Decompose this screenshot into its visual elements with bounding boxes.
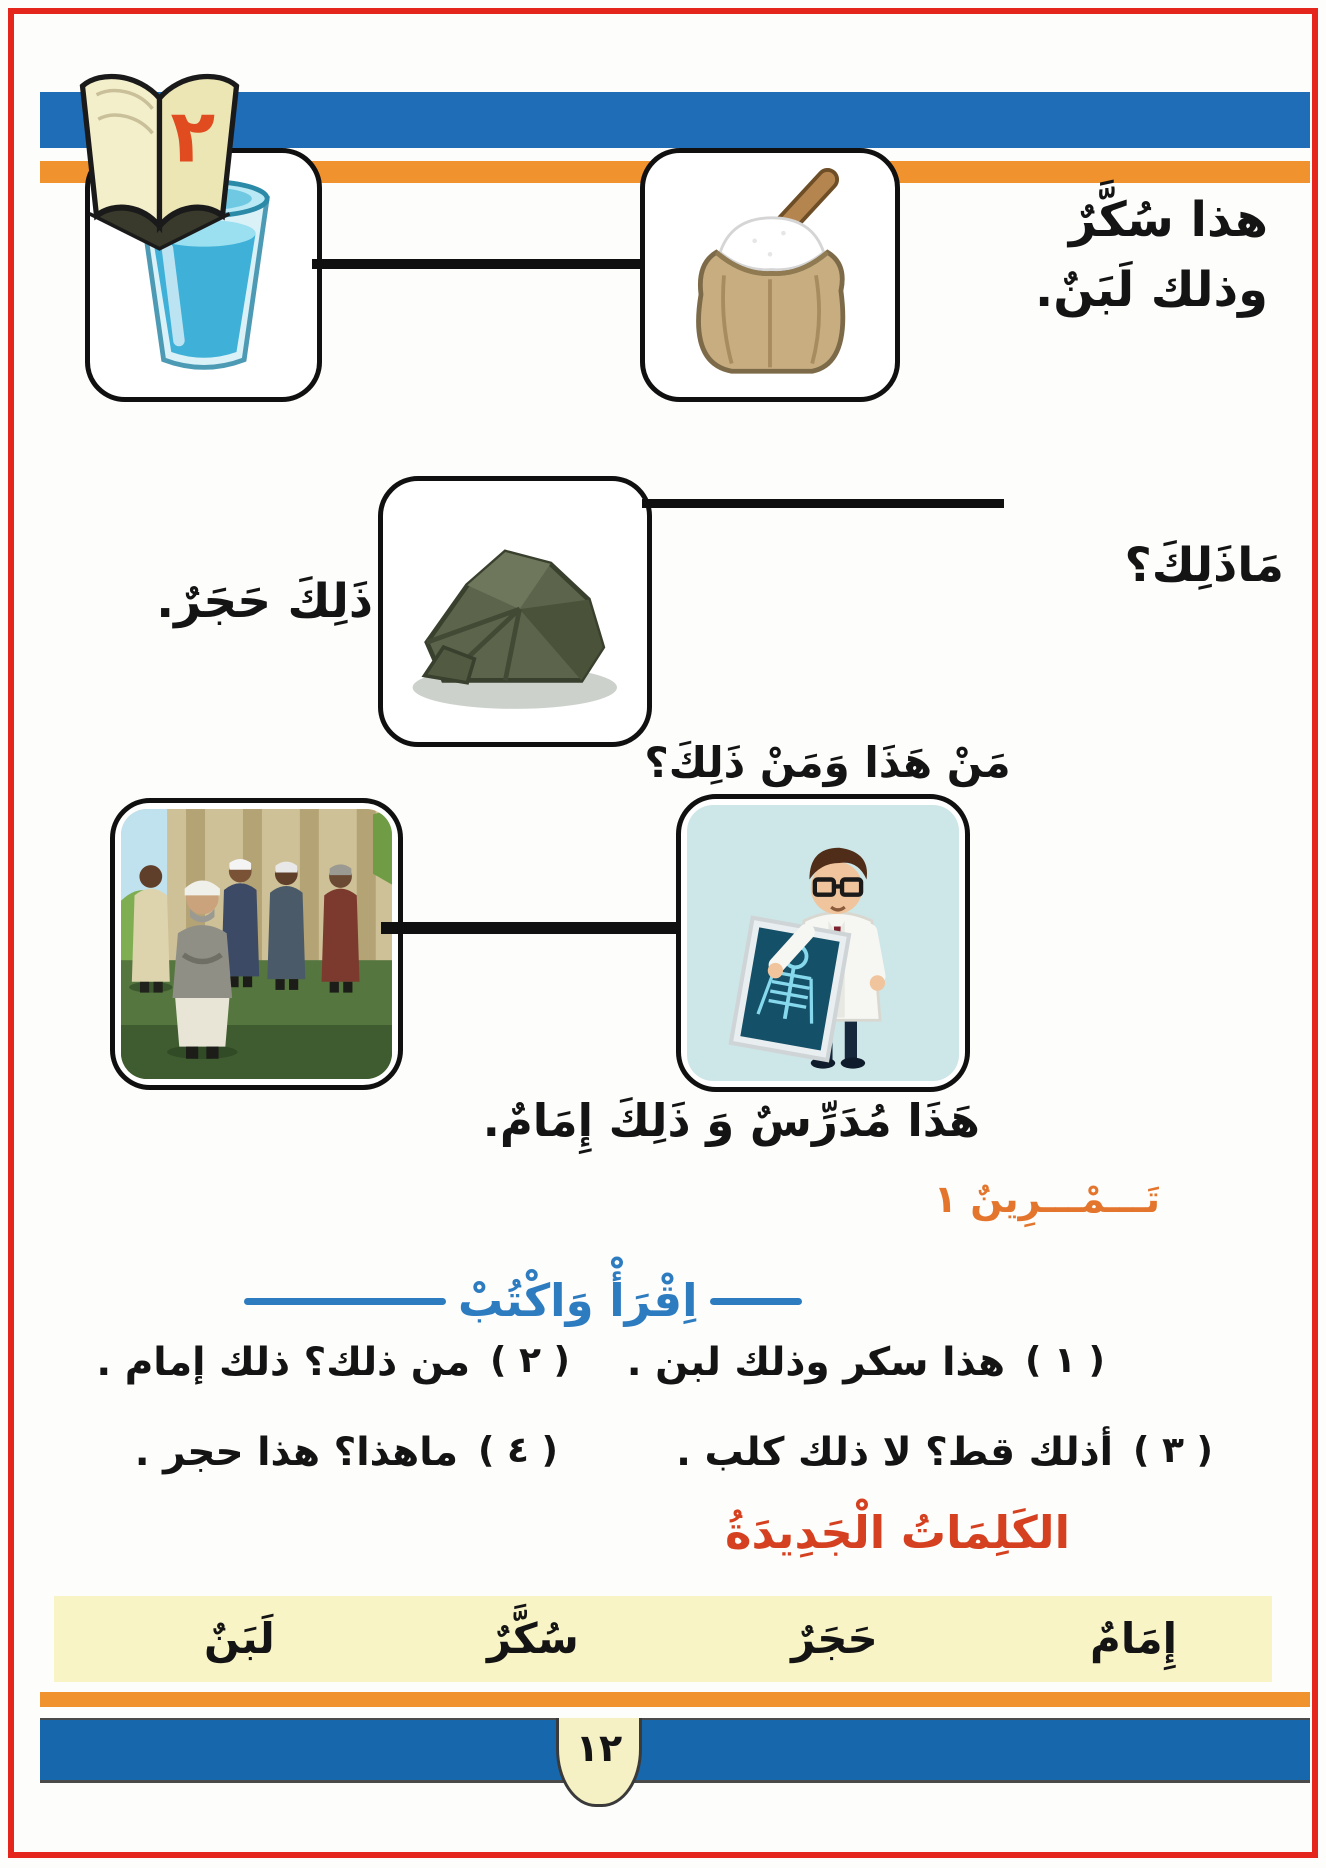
read-write-heading-text: اِقْرَأْ وَاكْتُبْ bbox=[458, 1273, 698, 1327]
sugar-sack-card bbox=[640, 148, 900, 402]
exercise-item-number: ( ٤ ) bbox=[478, 1430, 558, 1471]
read-write-heading bbox=[244, 1258, 824, 1344]
praying-men-card bbox=[110, 798, 403, 1090]
new-word: إِمَامٌ bbox=[1090, 1613, 1177, 1663]
connector-line-row2 bbox=[642, 499, 1004, 508]
footer-blue-bar bbox=[40, 1718, 1310, 1783]
heading-rule-left bbox=[244, 1298, 446, 1305]
new-words-heading: الكَلِمَاتُ الْجَدِيدَةُ bbox=[724, 1506, 1070, 1559]
exercise-item-2 bbox=[96, 1336, 570, 1391]
people-answer-text: هَذَا مُدَرِّسٌ وَ ذَلِكَ إِمَامٌ. bbox=[482, 1094, 980, 1147]
new-words-banner bbox=[54, 1596, 1272, 1682]
people-question-text: مَنْ هَذَا وَمَنْ ذَلِكَ؟ bbox=[644, 738, 1011, 787]
doctor-xray-image bbox=[687, 805, 959, 1081]
sugar-caption-line1: هذا سُكَّرٌ bbox=[1068, 192, 1268, 248]
exercise-item-number: ( ٣ ) bbox=[1133, 1430, 1213, 1471]
exercise-item-4 bbox=[135, 1426, 558, 1481]
exercise-item-3 bbox=[676, 1426, 1213, 1481]
page-number-badge bbox=[556, 1718, 642, 1807]
exercise-item-text: ماهذا؟ هذا حجر . bbox=[134, 1430, 459, 1475]
new-word: لَبَنٌ bbox=[204, 1613, 275, 1663]
sugar-caption bbox=[1035, 186, 1268, 325]
stone-image bbox=[396, 494, 634, 729]
exercise-item-1 bbox=[627, 1336, 1105, 1391]
heading-rule-right bbox=[710, 1298, 802, 1305]
book-number: ٢ bbox=[170, 94, 216, 180]
exercise-item-text: هذا سكر وذلك لبن . bbox=[626, 1340, 1006, 1385]
exercise-item-text: أذلك قط؟ لا ذلك كلب . bbox=[676, 1430, 1114, 1475]
sugar-sack-image bbox=[660, 168, 880, 383]
open-book-icon bbox=[72, 62, 247, 257]
rock-question-text: مَاذَلِكَ؟ bbox=[1124, 538, 1284, 593]
exercise-item-number: ( ١ ) bbox=[1025, 1340, 1105, 1381]
exercise-item-text: من ذلك؟ ذلك إمام . bbox=[96, 1340, 471, 1385]
connector-line-row3 bbox=[381, 922, 676, 934]
page-number: ١٢ bbox=[575, 1726, 623, 1770]
praying-men-image bbox=[121, 809, 392, 1079]
exercise-title: تَـــمْـــرِينٌ ١ bbox=[933, 1177, 1160, 1221]
new-word: حَجَرٌ bbox=[791, 1613, 878, 1663]
sugar-caption-line2: وذلك لَبَنٌ. bbox=[1035, 261, 1268, 318]
doctor-xray-card bbox=[676, 794, 970, 1092]
new-word: سُكَّرٌ bbox=[486, 1613, 579, 1663]
connector-line-row1 bbox=[312, 259, 640, 269]
footer-orange-bar bbox=[40, 1692, 1310, 1707]
stone-card bbox=[378, 476, 652, 747]
rock-answer-text: ذَلِكَ حَجَرٌ. bbox=[156, 574, 373, 629]
exercise-item-number: ( ٢ ) bbox=[490, 1340, 570, 1381]
